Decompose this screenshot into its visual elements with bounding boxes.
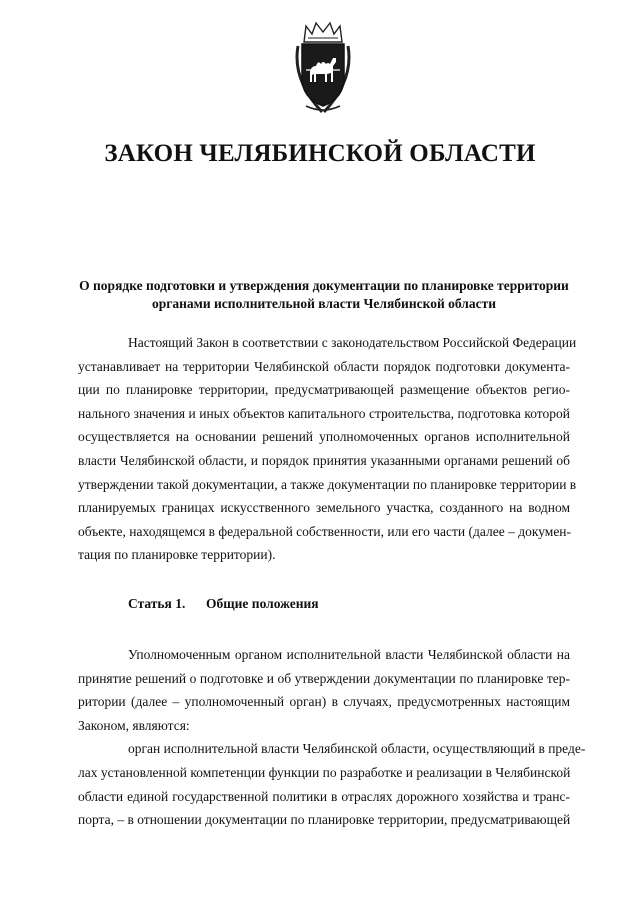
law-heading-line: органами исполнительной власти Челябинской области [152, 296, 496, 311]
text-line: тация по планировке территории). [78, 547, 276, 563]
intro-paragraph [78, 331, 577, 567]
text-line: утверждении такой документации, а также документации по планировке территории в [78, 476, 577, 492]
article-body [78, 643, 586, 832]
article-header [128, 596, 319, 612]
text-line: Уполномоченным органом исполнительной власти Челябинской области на [128, 647, 570, 662]
text-line: порта, – в отношении документации по планировке территории, предусматривающей [78, 812, 571, 828]
coat-of-arms-icon [292, 20, 354, 116]
text-line: области единой государственной политики в отраслях дорожного хозяйства и транс- [78, 788, 570, 804]
text-line: нального значения и иных объектов капитального строительства, подготовка которой [78, 405, 570, 421]
text-line: принятие решений о подготовке и об утверждении документации по планировке тер- [78, 670, 570, 686]
text-line: ции по планировке территории, предусматривающей размещение объектов регио- [78, 382, 570, 398]
article-number: Статья 1. [128, 596, 186, 611]
text-line: орган исполнительной власти Челябинской области, осуществляющий в преде- [128, 741, 586, 757]
text-line: лах установленной компетенции функции по разработке и реализации в Челябинской [78, 764, 571, 780]
text-line: объекте, находящемся в федеральной собственности, или его части (далее – докумен- [78, 523, 572, 539]
document-title: ЗАКОН ЧЕЛЯБИНСКОЙ ОБЛАСТИ [104, 140, 536, 167]
article-title: Общие положения [206, 596, 319, 611]
text-line: Настоящий Закон в соответствии с законодательством Российской Федерации [128, 335, 577, 350]
text-line: устанавливает на территории Челябинской области порядок подготовки документа- [78, 358, 570, 374]
text-line: планируемых границах искусственного земельного участка, созданного на водном [78, 500, 570, 516]
law-heading [78, 277, 570, 313]
law-heading-line: О порядке подготовки и утверждения документации по планировке территории [79, 278, 569, 293]
text-line: власти Челябинской области, и порядок принятия указанными органами решений об [78, 452, 570, 468]
text-line: осуществляется на основании решений уполномоченных органов исполнительной [78, 429, 570, 445]
text-line: Законом, являются: [78, 717, 190, 733]
text-line: ритории (далее – уполномоченный орган) в случаях, предусмотренных настоящим [78, 694, 570, 710]
